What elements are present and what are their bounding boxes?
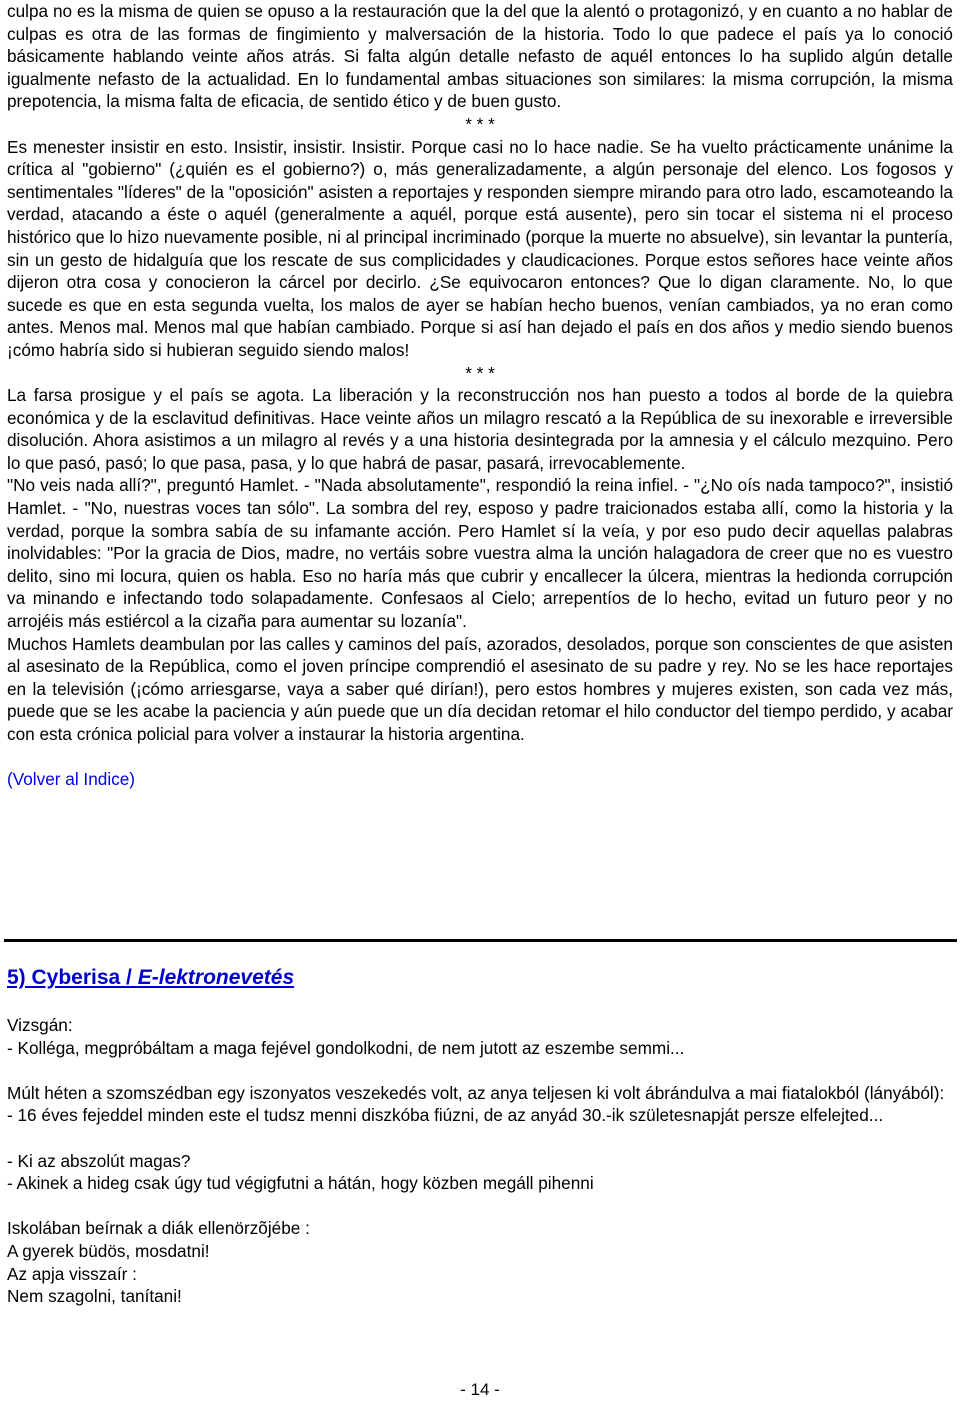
back-to-index-link[interactable]: (Volver al Indice) bbox=[7, 769, 136, 790]
page-number: - 14 - bbox=[460, 1380, 500, 1399]
section-heading-prefix: 5) Cyberisa / bbox=[7, 966, 138, 989]
joke-line: Iskolában beírnak a diák ellenörzõjébe : bbox=[7, 1218, 310, 1239]
joke-line: - 16 éves fejeddel minden este el tudsz menni diszkóba fiúzni, de az anyád 30.-ik születesnapját persze elfelejted... bbox=[7, 1105, 884, 1126]
joke-line: Vizsgán: bbox=[7, 1015, 73, 1035]
spacer bbox=[7, 746, 953, 769]
joke-line: - Ki az abszolút magas? bbox=[7, 1150, 191, 1171]
spacer bbox=[7, 1127, 947, 1150]
section-heading-link[interactable] bbox=[7, 964, 294, 992]
joke-line: Múlt héten a szomszédban egy iszonyatos veszekedés volt, az anya teljesen ki volt ábrándulva a mai fiatalokból (lányából): bbox=[7, 1082, 945, 1103]
paragraph-5: Muchos Hamlets deambulan por las calles y caminos del país, azorados, desolados, porque son conscientes de que asisten al asesinato de la República, como el joven príncipe comprendió el asesinato de su padre y rey. No se les hace reportajes en la televisión (¡cómo arriesgarse, vaya a saber qué dirían!), pero estos hombres y mujeres existen, son cada vez más, puede que se les acabe la paciencia y aún puede que un día decidan retomar el hilo conductor del tiempo perdido, y acabar con esta crónica policial para volver a instaurar la historia argentina. bbox=[7, 633, 953, 744]
section-heading-italic: E-lektronevetés bbox=[137, 966, 295, 989]
horizontal-divider bbox=[4, 939, 957, 942]
spacer bbox=[7, 1059, 947, 1082]
back-link-line bbox=[7, 768, 953, 791]
paragraph-2: Es menester insistir en esto. Insistir, insistir. Insistir. Porque casi no lo hace nadie. Se ha vuelto prácticamente unánime la crítica al "gobierno" (¿quién es el gobierno?) o, más generalizadamente, a algún personaje del elenco. Los fogosos y sentimentales "líderes" de la "oposición" asisten a reportajes y responden siempre mirando para otro lado, escamoteando la verdad, atacando a éste o aquél (generalmente a aquél, porque está ausente), pero sin tocar el sistema ni el proceso histórico que lo hizo nuevamente posible, ni al principal incriminado (porque la muerte no absuelve), sin levantar la puntería, sin un gesto de hidalguía que los rescate de sus complicidades y claudicaciones. Porque estos señores hace veinte años dijeron otra cosa y conocieron la cárcel por decirlo. ¿Se equivocaron entonces? Que lo digan claramente. No, lo que sucede es que en esta segunda vuelta, los malos de ayer se habían hecho buenos, venían cambiados, ya no eran como antes. Menos mal. Menos mal que habían cambiado. Porque si así han dejado el país en dos años y medio siendo buenos ¡cómo habría sido si hubieran seguido siendo malos! bbox=[7, 136, 953, 360]
section-separator: * * * bbox=[465, 113, 495, 134]
paragraph-3: La farsa prosigue y el país se agota. La liberación y la reconstrucción nos han puesto a todos al borde de la quiebra económica y de la esclavitud definitivas. Hace veinte años un milagro rescató a la República de su inexorable e irreversible disolución. Ahora asistimos a un milagro al revés y a una historia desintegrada por la amnesia y el cálculo mezquino. Pero lo que pasó, pasó; lo que pasa, pasa, y lo que habrá de pasar, pasará, irrevocablemente. bbox=[7, 385, 953, 473]
hungarian-jokes bbox=[7, 1014, 947, 1308]
joke-line: - Akinek a hideg csak úgy tud végigfutni a hátán, hogy közben megáll pihenni bbox=[7, 1173, 594, 1194]
paragraph-1: culpa no es la misma de quien se opuso a la restauración que la del que la alentó o protagonizó, y en cuanto a no hablar de culpas es otra de las formas de fingimiento y malversación de la historia. Todo lo que padece el país ya lo conoció básicamente hablando veinte años atrás. Si falta algún detalle nefasto de aquél entonces lo ha suplido algún detalle igualmente nefasto de la actualidad. En lo fundamental ambas situaciones son similares: la misma corrupción, la misma prepotencia, la misma falta de eficacia, de sentido ético y de buen gusto. bbox=[7, 1, 953, 112]
section-separator: * * * bbox=[465, 362, 495, 383]
joke-line: - Kolléga, megpróbáltam a maga fejével gondolkodni, de nem jutott az eszembe semmi... bbox=[7, 1037, 685, 1058]
paragraph-4: "No veis nada allí?", preguntó Hamlet. - "Nada absolutamente", respondió la reina infiel. - "¿No oís nada tampoco?", insistió Hamlet. - "No, nuestras voces tan sólo". La sombra del rey, esposo y padre traicionados estaba allí, como la historia y la verdad, porque la sombra sabía de su infamante acción. Pero Hamlet sí la veía, y por eso pudo decir aquellas palabras inolvidables: "Por la gracia de Dios, madre, no vertáis sobre vuestra alma la unción halagadora de creer que no es vuestro delito, sino mi locura, quien os habla. Eso no haría más que cubrir y encallecer la úlcera, mientras la hedionda corrupción va minando e infectando todo solapadamente. Confesaos al Cielo; arrepentíos de lo hecho, evitad un futuro peor y no arrojéis más estiércol a la cizaña para aumentar su lozanía". bbox=[7, 475, 953, 632]
joke-line: Nem szagolni, tanítani! bbox=[7, 1286, 182, 1307]
spacer bbox=[7, 1195, 947, 1218]
joke-line: A gyerek büdös, mosdatni! bbox=[7, 1240, 210, 1261]
joke-line: Az apja visszaír : bbox=[7, 1263, 137, 1284]
spanish-article bbox=[7, 0, 953, 791]
